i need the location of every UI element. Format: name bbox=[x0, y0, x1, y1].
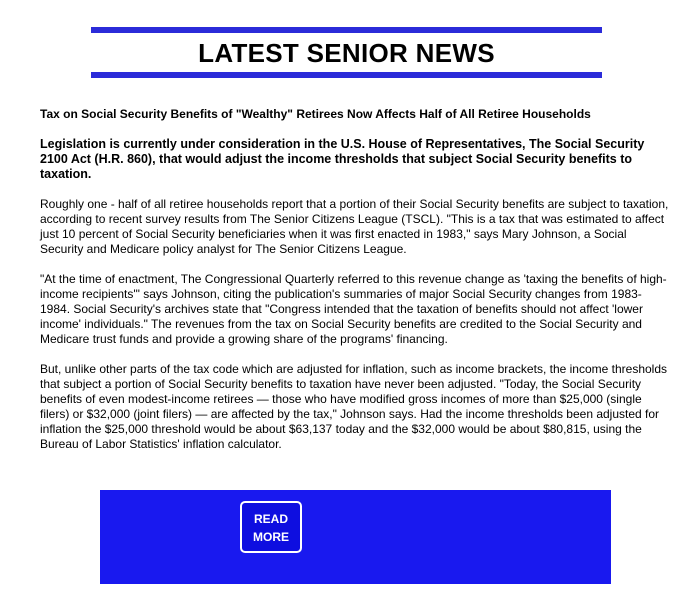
masthead-title: LATEST SENIOR NEWS bbox=[198, 38, 495, 68]
article bbox=[40, 107, 670, 467]
read-more-button[interactable] bbox=[240, 501, 302, 553]
article-lede: Legislation is currently under consideration in the U.S. House of Representatives, The Social Security 2100 Act (H.R. 860), that would adjust the income thresholds that subject Social Security benefits to taxation. bbox=[40, 137, 645, 181]
read-more-banner bbox=[100, 490, 611, 584]
article-paragraph: "At the time of enactment, The Congressional Quarterly referred to this revenue change as 'taxing the benefits of high-income recipients'" says Johnson, citing the publication's summaries of major Social Security changes from 1983-1984. Social Security's archives state that "Congress intended that the taxation of benefits should not affect 'lower income' individuals." The revenues from the tax on Social Security benefits are credited to the Social Security and Medicare trust funds and provide a growing share of the programs' financing. bbox=[40, 272, 667, 346]
article-headline: Tax on Social Security Benefits of "Wealthy" Retirees Now Affects Half of All Retiree Households bbox=[40, 107, 591, 121]
read-more-label-line2: MORE bbox=[253, 530, 289, 544]
article-paragraph: But, unlike other parts of the tax code which are adjusted for inflation, such as income brackets, the income thresholds that subject a portion of Social Security benefits to taxation have never been adjusted. "Today, the Social Security benefits of even modest-income retirees — those who have modified gross incomes of more than $25,000 (single filers) or $32,000 (joint filers) — are affected by the tax," Johnson says. Had the income thresholds been adjusted for inflation the $25,000 threshold would be about $63,137 today and the $32,000 would be about $80,815, using the Bureau of Labor Statistics' inflation calculator. bbox=[40, 362, 668, 451]
read-more-label-line1: READ bbox=[253, 512, 288, 526]
article-paragraph: Roughly one - half of all retiree households report that a portion of their Social Security benefits are subject to taxation, according to recent survey results from The Senior Citizens League (TSCL). "This is a tax that was estimated to affect just 10 percent of Social Security beneficiaries when it was first enacted in 1983," says Mary Johnson, a Social Security and Medicare policy analyst for The Senior Citizens League. bbox=[40, 197, 669, 256]
masthead-bottom-rule bbox=[91, 72, 602, 78]
masthead-top-rule bbox=[91, 27, 602, 33]
